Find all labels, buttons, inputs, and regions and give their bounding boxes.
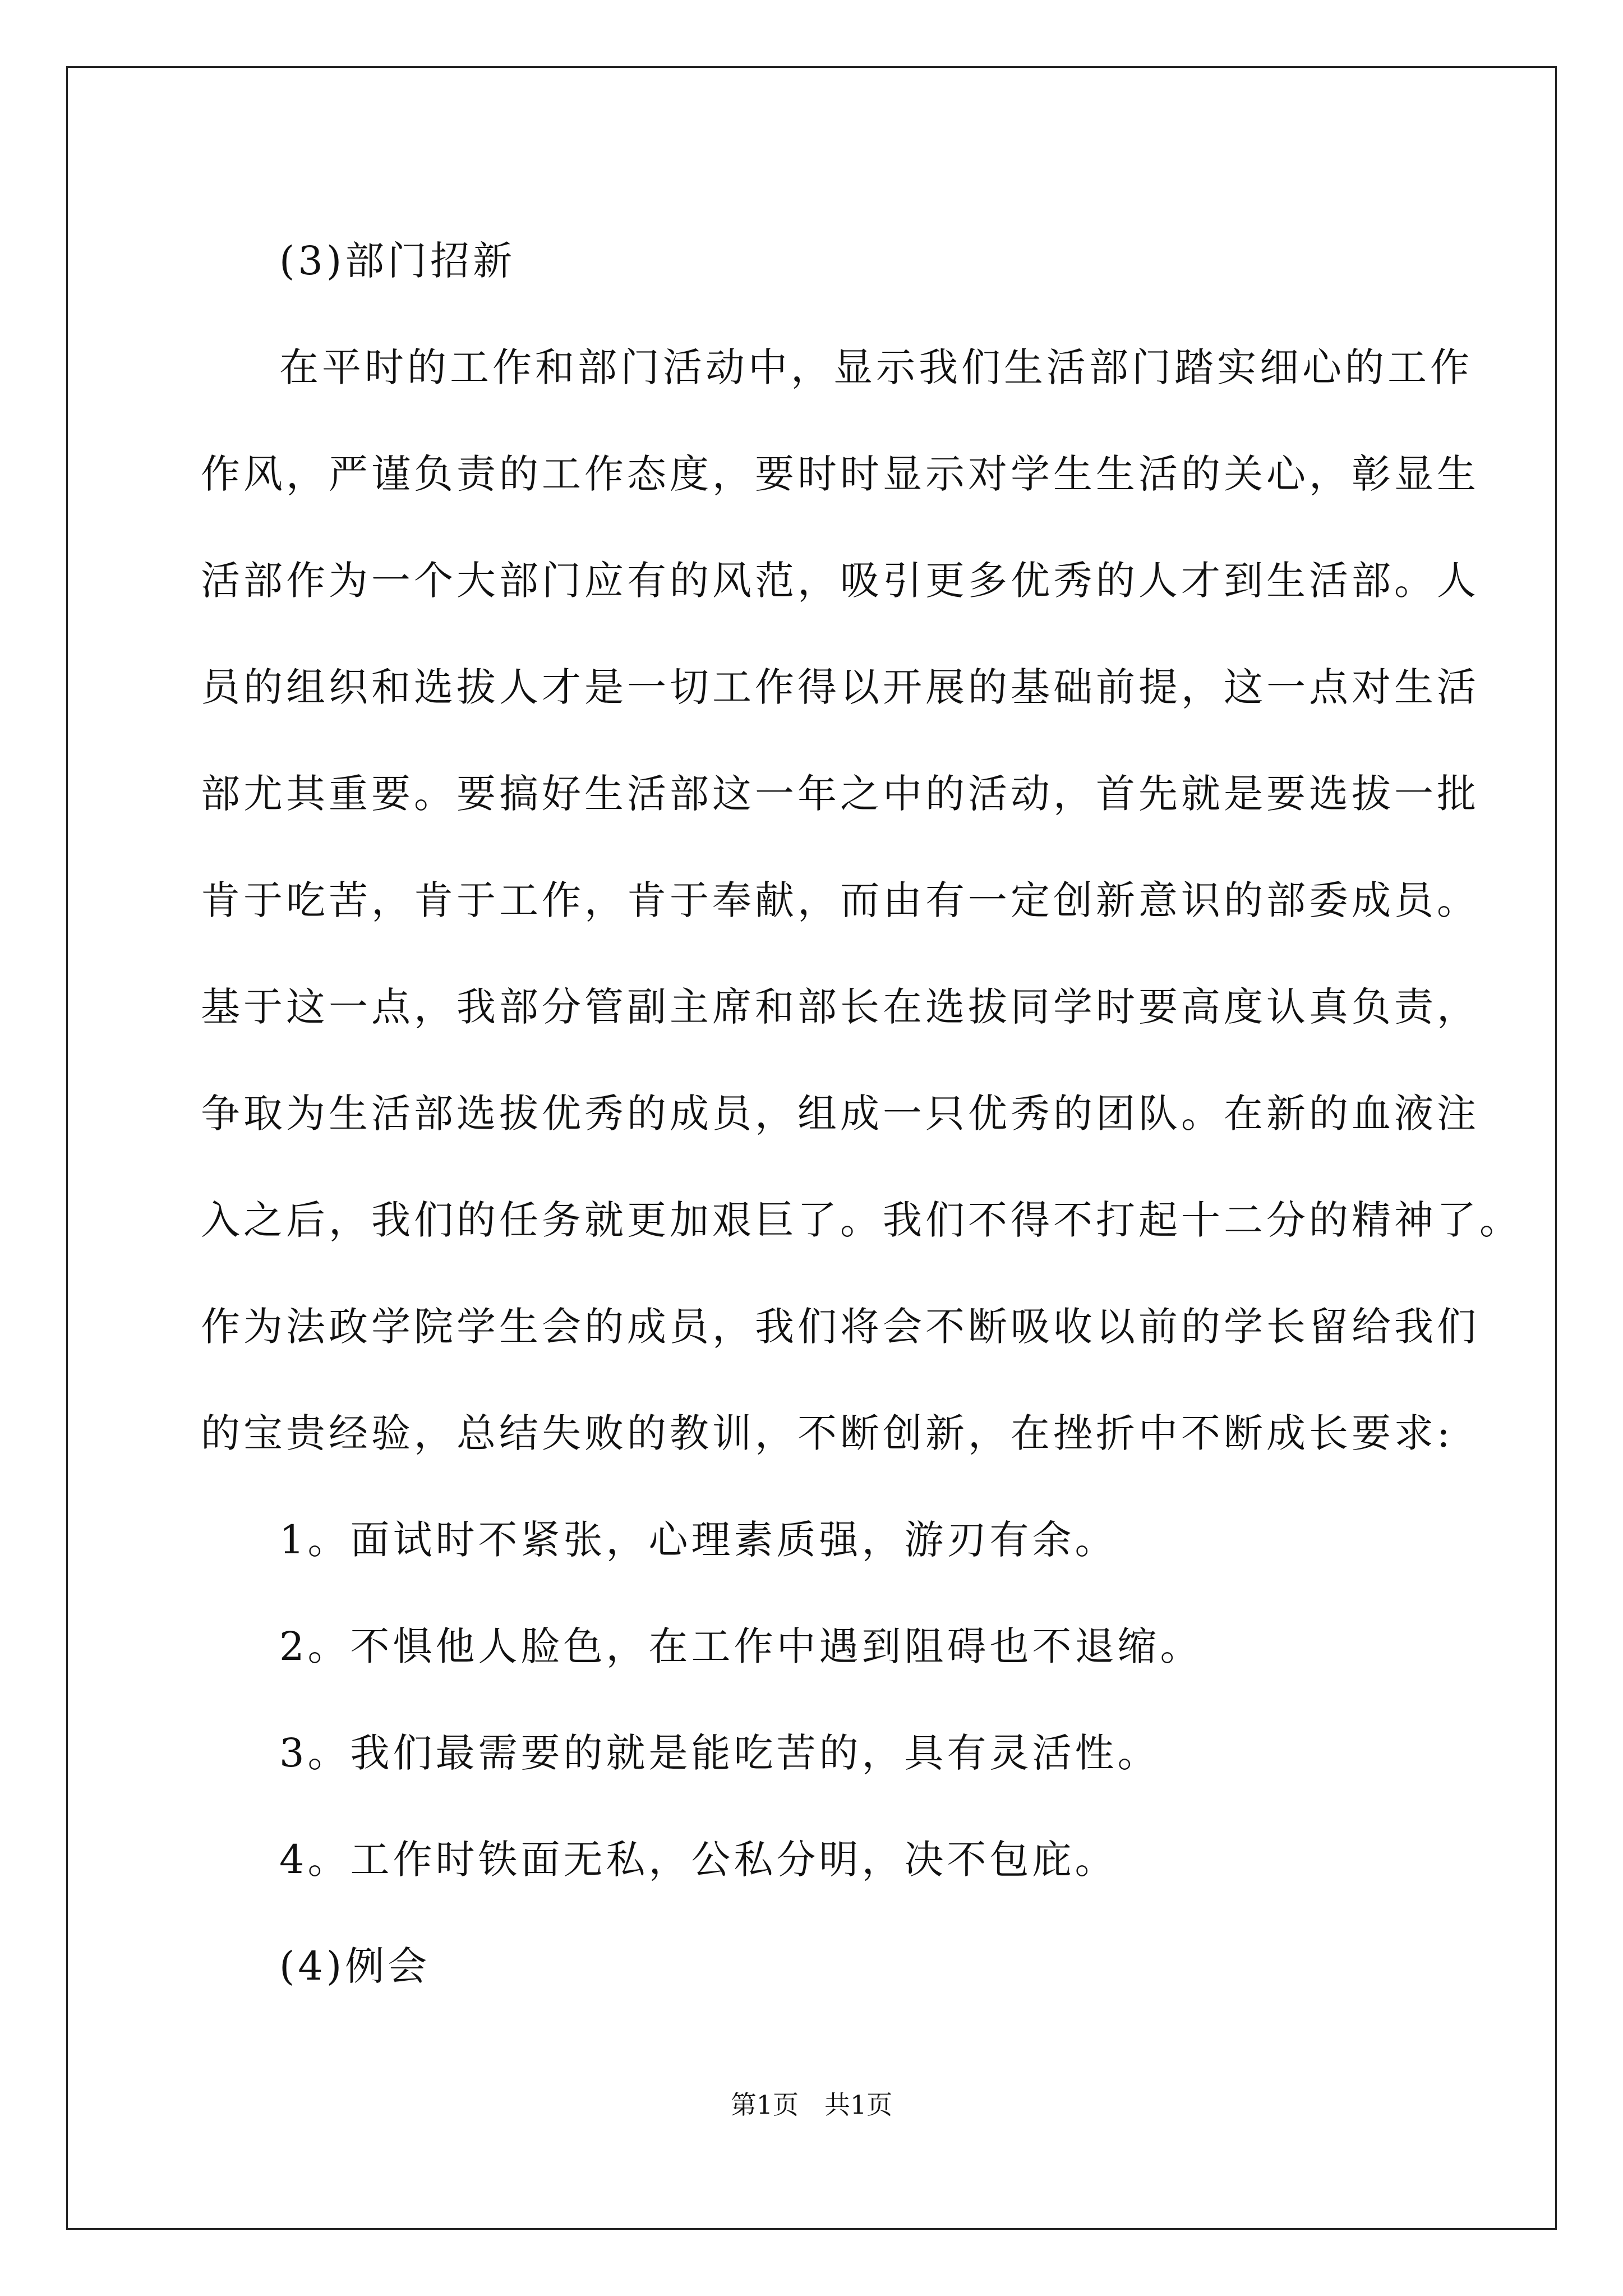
section-heading-recruitment: (3)部门招新 bbox=[279, 238, 516, 284]
paragraph-line: 在平时的工作和部门活动中，显示我们生活部门踏实细心的工作 bbox=[279, 344, 1473, 390]
paragraph-line: 肯于吃苦，肯于工作，肯于奉献，而由有一定创新意识的部委成员。 bbox=[201, 877, 1479, 923]
paragraph-line: 作为法政学院学生会的成员，我们将会不断吸收以前的学长留给我们 bbox=[201, 1304, 1479, 1350]
list-item-2: 2。不惧他人脸色，在工作中遇到阻碍也不退缩。 bbox=[279, 1623, 1203, 1669]
list-item-1: 1。面试时不紧张，心理素质强，游刃有余。 bbox=[279, 1517, 1118, 1563]
paragraph-line: 争取为生活部选拔优秀的成员，组成一只优秀的团队。在新的血液注 bbox=[201, 1091, 1479, 1137]
list-item-4: 4。工作时铁面无私，公私分明，决不包庇。 bbox=[279, 1837, 1118, 1883]
page-footer bbox=[0, 2088, 1623, 2122]
paragraph-line: 作风，严谨负责的工作态度，要时时显示对学生生活的关心，彰显生 bbox=[201, 451, 1479, 497]
list-item-3: 3。我们最需要的就是能吃苦的，具有灵活性。 bbox=[279, 1730, 1160, 1776]
total-pages: 共1页 bbox=[824, 2090, 893, 2120]
paragraph-line: 活部作为一个大部门应有的风范，吸引更多优秀的人才到生活部。人 bbox=[201, 558, 1479, 604]
paragraph-line: 部尤其重要。要搞好生活部这一年之中的活动，首先就是要选拔一批 bbox=[201, 771, 1479, 817]
page-number: 第1页 bbox=[730, 2090, 799, 2120]
paragraph-line: 入之后，我们的任务就更加艰巨了。我们不得不打起十二分的精神了。 bbox=[201, 1197, 1522, 1243]
paragraph-line: 员的组织和选拔人才是一切工作得以开展的基础前提，这一点对生活 bbox=[201, 664, 1479, 710]
document-body bbox=[201, 208, 1522, 2019]
paragraph-line: 的宝贵经验，总结失败的教训，不断创新，在挫折中不断成长要求: bbox=[201, 1410, 1454, 1456]
section-heading-meeting: (4)例会 bbox=[279, 1943, 431, 1989]
paragraph-line: 基于这一点，我部分管副主席和部长在选拔同学时要高度认真负责， bbox=[201, 984, 1479, 1030]
